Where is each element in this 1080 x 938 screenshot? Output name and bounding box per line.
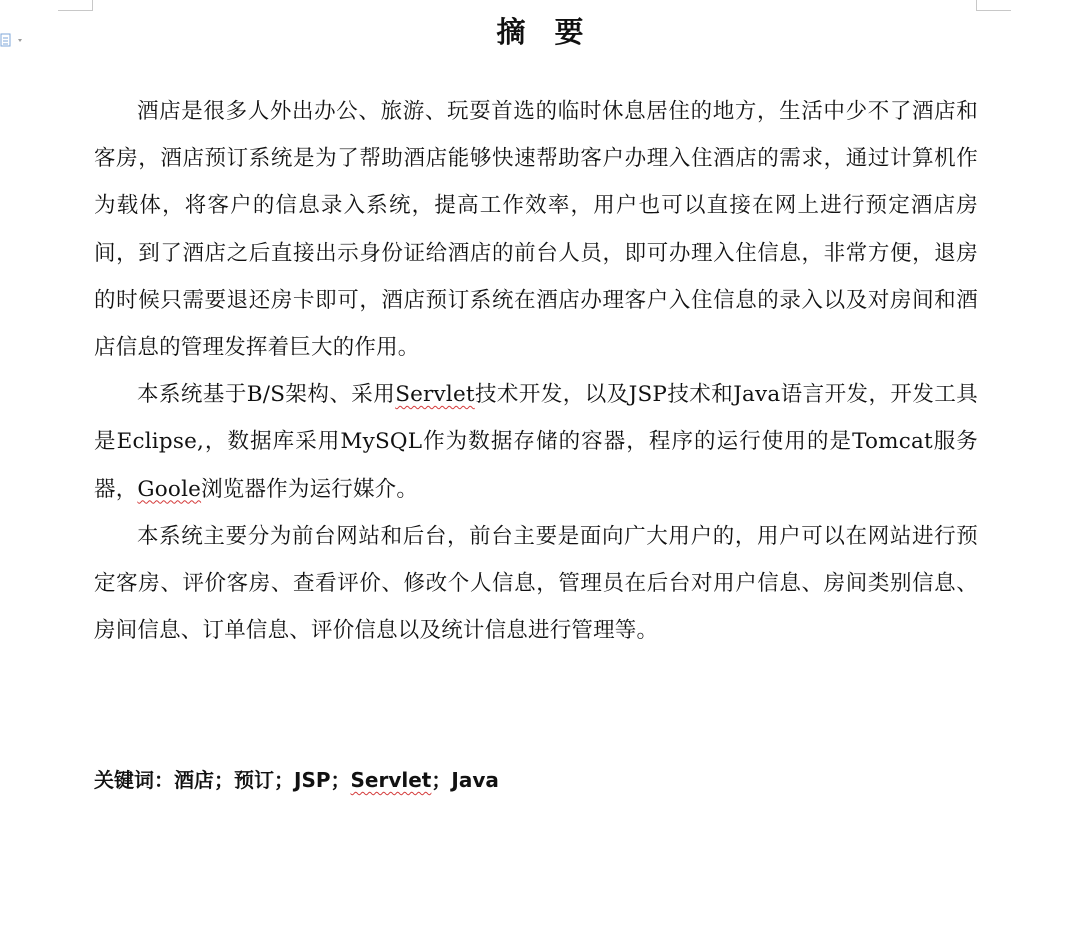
keywords-line xyxy=(94,762,499,798)
keyword: 酒店 xyxy=(174,768,214,792)
keyword: JSP xyxy=(294,768,331,792)
title-char: 摘 xyxy=(496,15,526,49)
keyword: 预订 xyxy=(234,768,274,792)
keyword-separator: ； xyxy=(431,768,452,792)
spellcheck-word[interactable]: Servlet xyxy=(395,382,475,408)
keyword: Java xyxy=(451,768,499,792)
paragraph-text: 酒店是很多人外出办公、旅游、玩耍首选的临时休息居住的地方，生活中少不了酒店和客房，酒店预订系统是为了帮助酒店能够快速帮助客户办理入住酒店的需求，通过计算机作为载体，将客户的信息录入系统，提高工作效率，用户也可以直接在网上进行预定酒店房间，到了酒店之后直接出示身份证给酒店的前台人员，即可办理入住信息，非常方便，退房的时候只需要退还房卡即可，酒店预订系统在酒店办理客户入住信息的录入以及对房间和酒店信息的管理发挥着巨大的作用。 xyxy=(94,99,978,361)
page-title xyxy=(0,10,1080,54)
paragraph-text: 浏览器作为运行媒介。 xyxy=(201,476,419,502)
paragraph-text: 本系统基于B/S架构、采用 xyxy=(137,382,396,408)
keyword-separator: ； xyxy=(330,768,351,792)
paragraph-text: 技术开发，以及JSP技术和Java语言开发，开发工具是Eclipse,，数据库采用MySQL作为数据存储的容器，程序的运行使用的是Tomcat服务器， xyxy=(94,382,978,502)
keyword-separator: ； xyxy=(214,768,234,792)
abstract-paragraph xyxy=(94,88,978,371)
abstract-body xyxy=(94,88,978,654)
title-char: 要 xyxy=(554,15,584,49)
keyword-separator: ； xyxy=(274,768,294,792)
keywords-label: 关键词： xyxy=(94,768,174,792)
spellcheck-word[interactable]: Goole xyxy=(137,476,202,502)
paragraph-text: 本系统主要分为前台网站和后台，前台主要是面向广大用户的，用户可以在网站进行预定客房、评价客房、查看评价、修改个人信息，管理员在后台对用户信息、房间类别信息、房间信息、订单信息、评价信息以及统计信息进行管理等。 xyxy=(94,523,978,644)
abstract-paragraph xyxy=(94,371,978,513)
keyword-spellcheck[interactable]: Servlet xyxy=(350,768,432,792)
abstract-paragraph xyxy=(94,513,978,655)
